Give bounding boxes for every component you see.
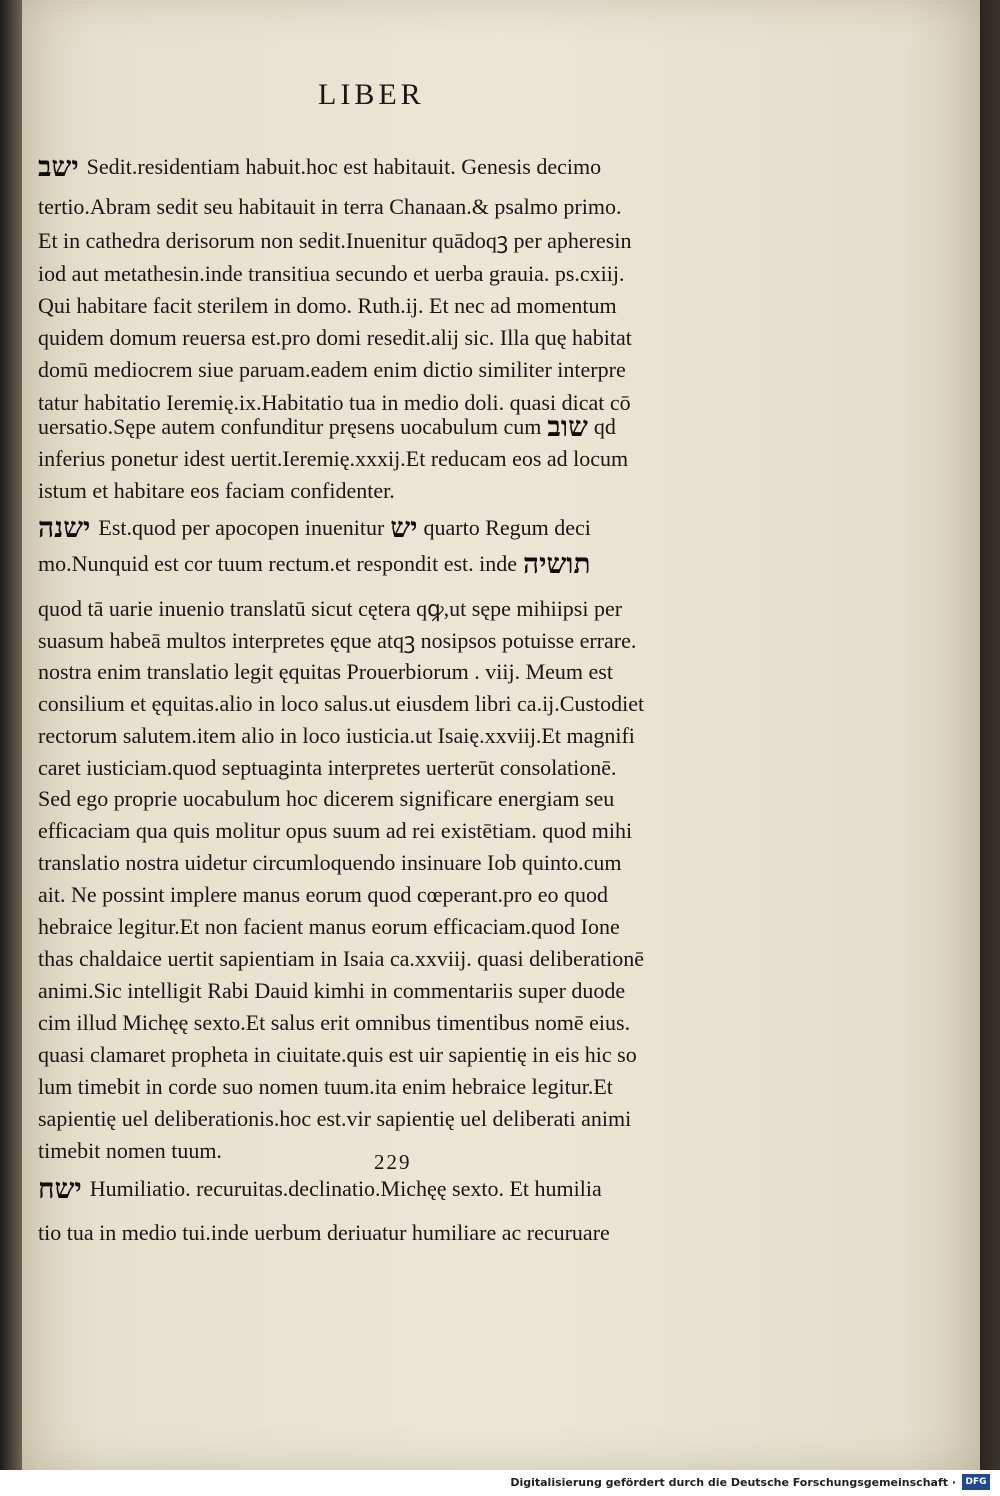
text-line xyxy=(38,321,708,355)
latin-text: animi.Sic intelligit Rabi Dauid kimhi in commentariis super duode xyxy=(38,978,626,1003)
running-header: LIBER xyxy=(318,78,425,111)
latin-text: efficaciam qua quis molitur opus suum ad rei existētiam. quod mihi xyxy=(38,818,633,843)
latin-text: nostra enim translatio legit ęquitas Prouerbiorum . viij. Meum est xyxy=(38,659,613,684)
latin-text: cim illud Michęę sexto.Et salus erit omnibus timentibus nomē eius. xyxy=(38,1010,631,1035)
text-line xyxy=(38,974,708,1008)
text-line xyxy=(38,687,708,721)
text-line xyxy=(38,547,708,581)
dfg-logo: DFG xyxy=(962,1474,990,1490)
text-line xyxy=(38,257,708,291)
latin-text: quarto Regum deci xyxy=(423,515,591,540)
latin-text: suasum habeā multos interpretes ęque atqꝫ nosipsos potuisse errare. xyxy=(38,628,637,653)
latin-text: Sed ego proprie uocabulum hoc dicerem significare energiam seu xyxy=(38,786,615,811)
book-right-edge xyxy=(980,0,1000,1470)
latin-text: domū mediocrem siue paruam.eadem enim dictio similiter interpre xyxy=(38,357,626,382)
text-line xyxy=(38,1038,708,1072)
latin-text: mo.Nunquid est cor tuum rectum.et respondit est. inde xyxy=(38,551,518,576)
hebrew-headword: ישח xyxy=(38,1172,82,1205)
text-line xyxy=(38,846,708,880)
text-line xyxy=(38,1172,708,1206)
text-line xyxy=(38,224,708,258)
text-line xyxy=(38,150,708,184)
latin-text: consilium et ęquitas.alio in loco salus.ut eiusdem libri ca.ij.Custodiet xyxy=(38,691,645,716)
text-line xyxy=(38,1216,708,1250)
text-line xyxy=(38,592,708,626)
text-line xyxy=(38,814,708,848)
hebrew-word: שוב xyxy=(547,410,588,443)
latin-text: inferius ponetur idest uertit.Ieremię.xxxij.Et reducam eos ad locum xyxy=(38,446,629,471)
text-line xyxy=(38,719,708,753)
latin-text: iod aut metathesin.inde transitiua secundo et uerba grauia. ps.cxiij. xyxy=(38,261,625,286)
text-line xyxy=(38,624,708,658)
latin-text: lum timebit in corde suo nomen tuum.ita enim hebraice legitur.Et xyxy=(38,1074,613,1099)
latin-text: qd xyxy=(593,414,616,439)
latin-text: quidem domum reuersa est.pro domi resedit.alij sic. Illa quę habitat xyxy=(38,325,632,350)
latin-text: hebraice legitur.Et non facient manus eorum efficaciam.quod Ione xyxy=(38,914,620,939)
text-line xyxy=(38,289,708,323)
latin-text: uersatio.Sępe autem confunditur pręsens uocabulum cum xyxy=(38,414,542,439)
text-line xyxy=(38,353,708,387)
latin-text: Et in cathedra derisorum non sedit.Inuenitur quādoqꝫ per apheresin xyxy=(38,228,632,253)
latin-text: tertio.Abram sedit seu habitauit in terra Chanaan.& psalmo primo. xyxy=(38,194,622,219)
text-line xyxy=(38,655,708,689)
hebrew-word: תושיה xyxy=(523,547,591,580)
latin-text: thas chaldaice uertit sapientiam in Isaia ca.xxviij. quasi deliberationē xyxy=(38,946,644,971)
digitization-credit: Digitalisierung gefördert durch die Deutsche Forschungsgemeinschaft · xyxy=(510,1476,956,1489)
latin-text: quasi clamaret propheta in ciuitate.quis est uir sapientię in eis hic so xyxy=(38,1042,637,1067)
credit-bar xyxy=(0,1470,1000,1496)
text-line xyxy=(38,410,708,444)
latin-text: Est.quod per apocopen inuenitur xyxy=(98,515,385,540)
latin-text: Humiliatio. recuruitas.declinatio.Michęę sexto. Et humilia xyxy=(89,1176,602,1201)
text-line xyxy=(38,474,708,508)
latin-text: quod tā uarie inuenio translatū sicut cętera qꝙ,ut sępe mihiipsi per xyxy=(38,596,623,621)
latin-text: istum et habitare eos faciam confidenter. xyxy=(38,478,395,503)
latin-text: Sedit.residentiam habuit.hoc est habitauit. Genesis decimo xyxy=(86,154,602,179)
latin-text: rectorum salutem.item alio in loco iusticia.ut Isaię.xxviij.Et magnifi xyxy=(38,723,635,748)
text-line xyxy=(38,442,708,476)
text-line xyxy=(38,751,708,785)
latin-text: translatio nostra uidetur circumloquendo insinuare Iob quinto.cum xyxy=(38,850,622,875)
text-line xyxy=(38,1134,708,1168)
text-line xyxy=(38,942,708,976)
text-line xyxy=(38,878,708,912)
text-line xyxy=(38,511,708,545)
hebrew-word: יש xyxy=(390,511,418,544)
latin-text: ait. Ne possint implere manus eorum quod cœperant.pro eo quod xyxy=(38,882,609,907)
text-line xyxy=(38,1006,708,1040)
text-line xyxy=(38,910,708,944)
hebrew-headword: ישנה xyxy=(38,511,91,544)
text-line xyxy=(38,1102,708,1136)
latin-text: tio tua in medio tui.inde uerbum deriuatur humiliare ac recuruare xyxy=(38,1220,610,1245)
latin-text: tatur habitatio Ieremię.ix.Habitatio tua in medio doli. quasi dicat cō xyxy=(38,390,631,415)
book-spine-edge xyxy=(0,0,22,1470)
latin-text: sapientię uel deliberationis.hoc est.vir sapientię uel deliberati animi xyxy=(38,1106,632,1131)
folio-number: 229 xyxy=(374,1150,412,1174)
text-line xyxy=(38,782,708,816)
latin-text: Qui habitare facit sterilem in domo. Ruth.ij. Et nec ad momentum xyxy=(38,293,617,318)
text-line xyxy=(38,190,708,224)
latin-text: timebit nomen tuum. xyxy=(38,1138,222,1163)
text-line xyxy=(38,1070,708,1104)
hebrew-headword: ישב xyxy=(38,150,79,183)
latin-text: caret iusticiam.quod septuaginta interpretes uerterūt consolationē. xyxy=(38,755,617,780)
